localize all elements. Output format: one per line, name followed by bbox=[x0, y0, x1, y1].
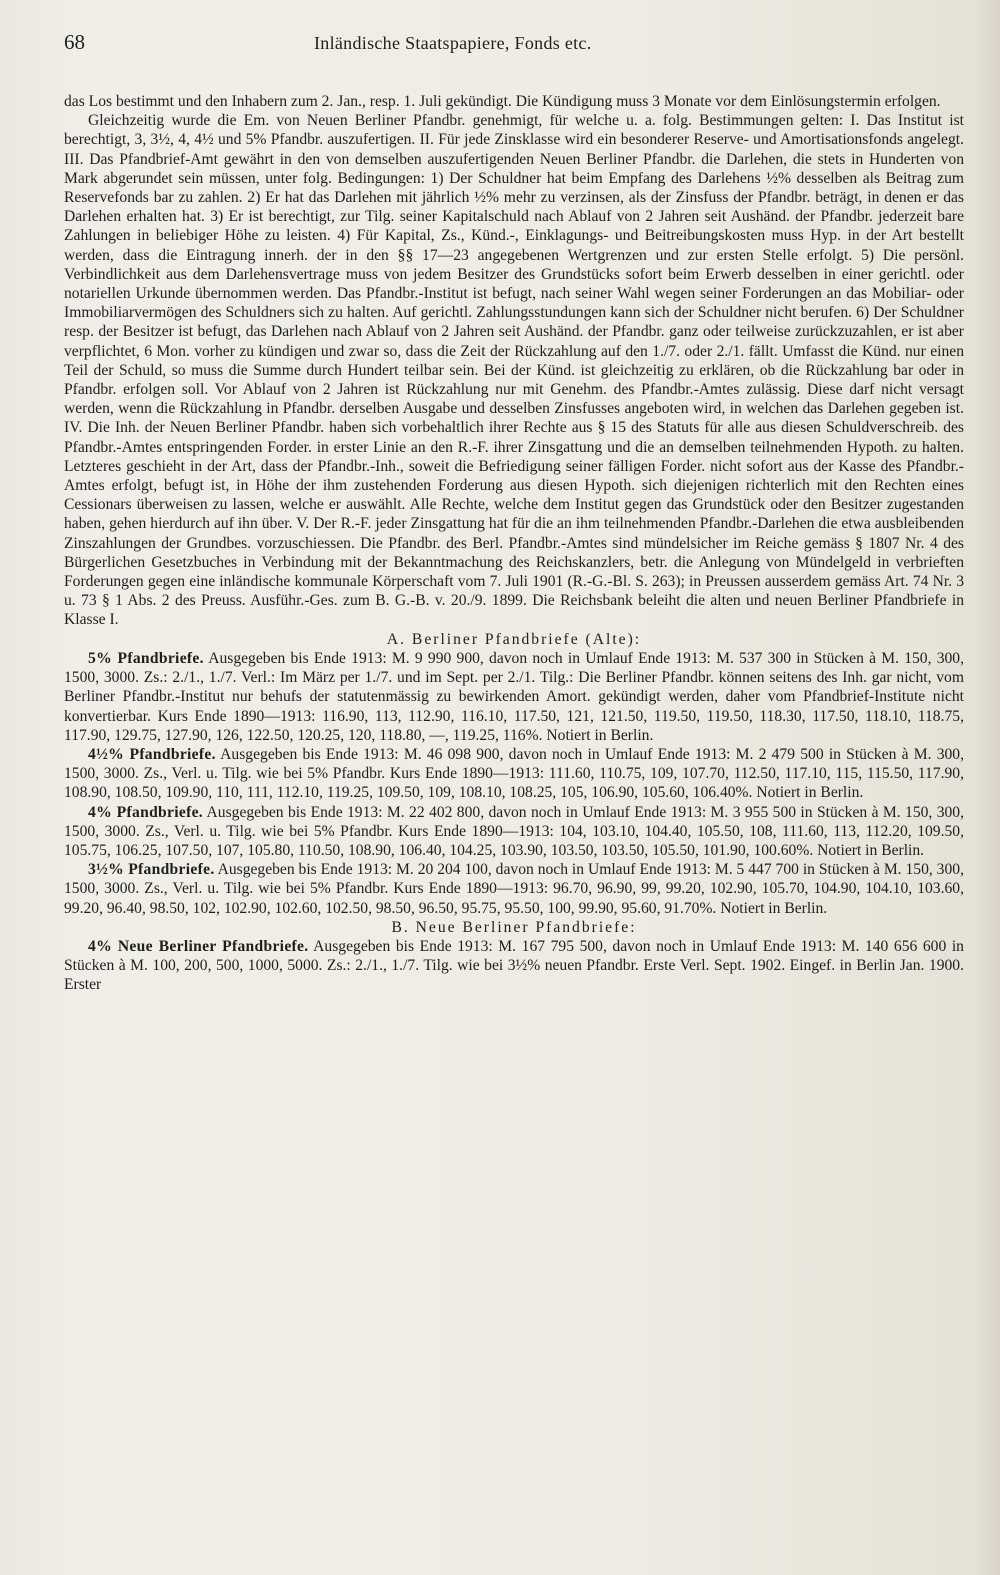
entry-title: 4% Neue Berliner Pfandbriefe. bbox=[88, 937, 309, 955]
intro-paragraph-2: Gleichzeitig wurde die Em. von Neuen Berliner Pfandbr. genehmigt, für welche u. a. folg. Bestimmungen gelten: I. Das Institut ist berechtigt, 3, 3½, 4, 4½ und 5% Pfandbr. auszufertigen. II. Für jede Zinsklasse wird ein besonderer Reserve- und Amortisationsfonds angelegt. III. Das Pfandbrief-Amt gewährt in den von demselben auszufertigenden Neuen Berliner Pfandbr. die Darlehen, die stets in Hunderten von Mark abgerundet sein müssen, unter folg. Bedingungen: 1) Der Schuldner hat beim Empfang des Darlehens ½% desselben als Beitrag zum Reservefonds bar zu zahlen. 2) Er hat das Darlehen mit jährlich ½% mehr zu verzinsen, als der Zinsfuss der Pfandbr. beträgt, in denen er das Darlehen erhalten hat. 3) Er ist berechtigt, zur Tilg. seiner Kapitalschuld nach Ablauf von 2 Jahren seit Aushänd. der Pfandbr. jederzeit bare Zahlungen in beliebiger Höhe zu leisten. 4) Für Kapital, Zs., Künd.-, Einklagungs- und Beitreibungskosten muss Hyp. in der Art bestellt werden, dass die Eintragung innerh. der in den §§ 17—23 angegebenen Wertgrenzen und zur ersten Stelle erfolgt. 5) Die persönl. Verbindlichkeit aus dem Darlehensvertrage muss von jedem Besitzer des Grundstücks sofort beim Erwerb desselben in einer gerichtl. oder notariellen Urkunde übernommen werden. Das Pfandbr.-Institut ist befugt, nach seiner Wahl wegen seiner Forderungen an das Mobiliar- oder Immobiliarvermögen des Schuldners sich zu halten. Auf gerichtl. Zahlungsstundungen kann sich der Schuldner nicht berufen. 6) Der Schuldner resp. der Besitzer ist befugt, das Darlehen nach Ablauf von 2 Jahren seit Aushänd. der Pfandbr. ganz oder teilweise zurückzuzahlen, er ist aber verpflichtet, 6 Mon. vorher zu kündigen und zwar so, dass die Zeit der Rückzahlung auf den 1./7. oder 2./1. fällt. Umfasst die Künd. nur einen Teil der Schuld, so muss die Summe durch Hundert teilbar sein. Bei der Künd. ist gleichzeitig zu erklären, ob die Rückzahlung bar oder in Pfandbr. erfolgen soll. Vor Ablauf von 2 Jahren ist Rückzahlung nur mit Genehm. des Pfandbr.-Amtes zulässig. Diese darf nicht versagt werden, wenn die Rückzahlung in Pfandbr. derselben Ausgabe und desselben Zinsfusses angeboten wird, in welchen das Darlehen gegeben ist. IV. Die Inh. der Neuen Berliner Pfandbr. haben sich vorbehaltlich ihrer Rechte aus § 15 des Statuts für alle aus diesen Schuldverschreib. des Pfandbr.-Amtes entspringenden Forder. in erster Linie an den R.-F. ihrer Zinsgattung und die an demselben teilnehmenden Hypoth. zu halten. Letzteres geschieht in der Art, dass der Pfandbr.-Inh., soweit die Befriedigung seiner fälligen Forder. nicht sofort aus der Kasse des Pfandbr.-Amtes erfolgt, befugt ist, in Höhe der ihm zustehenden Forderung aus diesen Hypoth. sich diejenigen richterlich mit den Rechten eines Cessionars überweisen zu lassen, welche er auswählt. Alle Rechte, welche dem Institut gegen das Grundstück oder den Besitzer zugestanden haben, gehen hierdurch auf ihn über. V. Der R.-F. jeder Zinsgattung hat für die an ihm teilnehmenden Pfandbr.-Darlehen die etwa ausbleibenden Zinszahlungen der Grundbes. vorzuschiessen. Die Pfandbr. des Berl. Pfandbr.-Amtes sind mündelsicher im Reiche gemäss § 1807 Nr. 4 des Bürgerlichen Gesetzbuches in Verbindung mit der Bekanntmachung des Reichskanzlers, betr. die Anlegung von Mündelgeld in verbrieften Forderungen gegen eine inländische kommunale Körperschaft vom 7. Juli 1901 (R.-G.-Bl. S. 263); in Preussen ausserdem gemäss Art. 74 Nr. 3 u. 73 § 1 Abs. 2 des Preuss. Ausführ.-Ges. zum B. G.-B. v. 20./9. 1899. Die Reichsbank beleiht die alten und neuen Berliner Pfandbriefe in Klasse I. bbox=[64, 112, 964, 629]
page-header bbox=[64, 30, 964, 70]
section-b-heading: B. Neue Berliner Pfandbriefe: bbox=[391, 918, 637, 936]
entry-title: 3½% Pfandbriefe. bbox=[88, 861, 215, 879]
entry-5pct-pfandbriefe bbox=[64, 649, 964, 745]
entry-text: Ausgegeben bis Ende 1913: M. 167 795 500, davon noch in Umlauf Ende 1913: M. 140 656 600 in Stücken à M. 100, 200, 500, 1000, 5000. Zs.: 2./1., 1./7. Tilg. wie bei 3½% neuen Pfandbr. Erste Verl. Sept. 1902. Eingef. in Berlin Jan. 1900. Erster bbox=[64, 937, 964, 994]
entry-4pct-pfandbriefe bbox=[64, 803, 964, 861]
entry-title: 5% Pfandbriefe. bbox=[88, 649, 204, 667]
entry-neue-berliner-pfandbriefe bbox=[64, 937, 964, 995]
entry-3-5pct-pfandbriefe bbox=[64, 860, 964, 918]
page-body bbox=[64, 92, 964, 995]
entry-title: 4½% Pfandbriefe. bbox=[88, 745, 216, 763]
running-title: Inländische Staatspapiere, Fonds etc. bbox=[314, 33, 592, 53]
entry-text: Ausgegeben bis Ende 1913: M. 20 204 100, davon noch in Umlauf Ende 1913: M. 5 447 700 in Stücken à M. 150, 300, 1500, 3000. Zs., Verl. u. Tilg. wie bei 5% Pfandbr. Kurs Ende 1890—1913: 96.70, 96.90, 99, 99.20, 102.90, 105.70, 104.90, 104.10, 103.60, 99.20, 96.40, 98.50, 102, 102.90, 102.60, 102.50, 98.50, 96.50, 95.75, 95.50, 100, 99.90, 95.60, 91.70%. Notiert in Berlin. bbox=[64, 861, 964, 917]
entry-4-5pct-pfandbriefe bbox=[64, 745, 964, 803]
entry-text: Ausgegeben bis Ende 1913: M. 9 990 900, davon noch in Umlauf Ende 1913: M. 537 300 in Stücken à M. 150, 300, 1500, 3000. Zs.: 2./1., 1./7. Verl.: Im März per 1./7. und im Sept. per 2./1. Tilg.: Die Berliner Pfandbr. können seitens des Inh. gar nicht, vom Berliner Pfandbr.-Institut nur behufs der statutenmässig zu bewirkenden Amort. gekündigt werden, daher vom Pfandbrief-Institute nicht konvertierbar. Kurs Ende 1890—1913: 116.90, 113, 112.90, 116.10, 117.50, 121, 121.50, 119.50, 119.50, 118.30, 117.50, 118.10, 118.75, 117.90, 129.75, 127.90, 126, 122.50, 120.25, 120, 118.80, —, 119.25, 116%. Notiert in Berlin. bbox=[64, 649, 964, 744]
intro-paragraph-1: das Los bestimmt und den Inhabern zum 2. Jan., resp. 1. Juli gekündigt. Die Kündigung muss 3 Monate vor dem Einlösungstermin erfolgen. bbox=[64, 93, 941, 110]
entry-title: 4% Pfandbriefe. bbox=[88, 803, 203, 821]
page-edge-shadow bbox=[972, 0, 1000, 1575]
page-number: 68 bbox=[64, 30, 85, 54]
entry-text: Ausgegeben bis Ende 1913: M. 46 098 900, davon noch in Umlauf Ende 1913: M. 2 479 500 in Stücken à M. 300, 1500, 3000. Zs., Verl. u. Tilg. wie bei 5% Pfandbr. Kurs Ende 1890—1913: 111.60, 110.75, 109, 107.70, 112.50, 117.10, 115, 115.50, 117.90, 108.90, 108.50, 109.90, 110, 111, 112.10, 119.25, 109.50, 109, 108.10, 108.25, 105, 106.90, 105.60, 106.40%. Notiert in Berlin. bbox=[64, 745, 964, 802]
section-a-heading: A. Berliner Pfandbriefe (Alte): bbox=[386, 630, 642, 648]
entry-text: Ausgegeben bis Ende 1913: M. 22 402 800, davon noch in Umlauf Ende 1913: M. 3 955 500 in Stücken à M. 150, 300, 1500, 3000. Zs., Verl. u. Tilg. wie bei 5% Pfandbr. Kurs Ende 1890—1913: 104, 103.10, 104.40, 105.50, 108, 111.60, 113, 112.20, 109.50, 105.75, 106.25, 107.50, 107, 105.80, 110.50, 108.90, 106.40, 104.25, 103.90, 103.50, 103.50, 105.50, 101.90, 100.60%. Notiert in Berlin. bbox=[64, 803, 964, 859]
